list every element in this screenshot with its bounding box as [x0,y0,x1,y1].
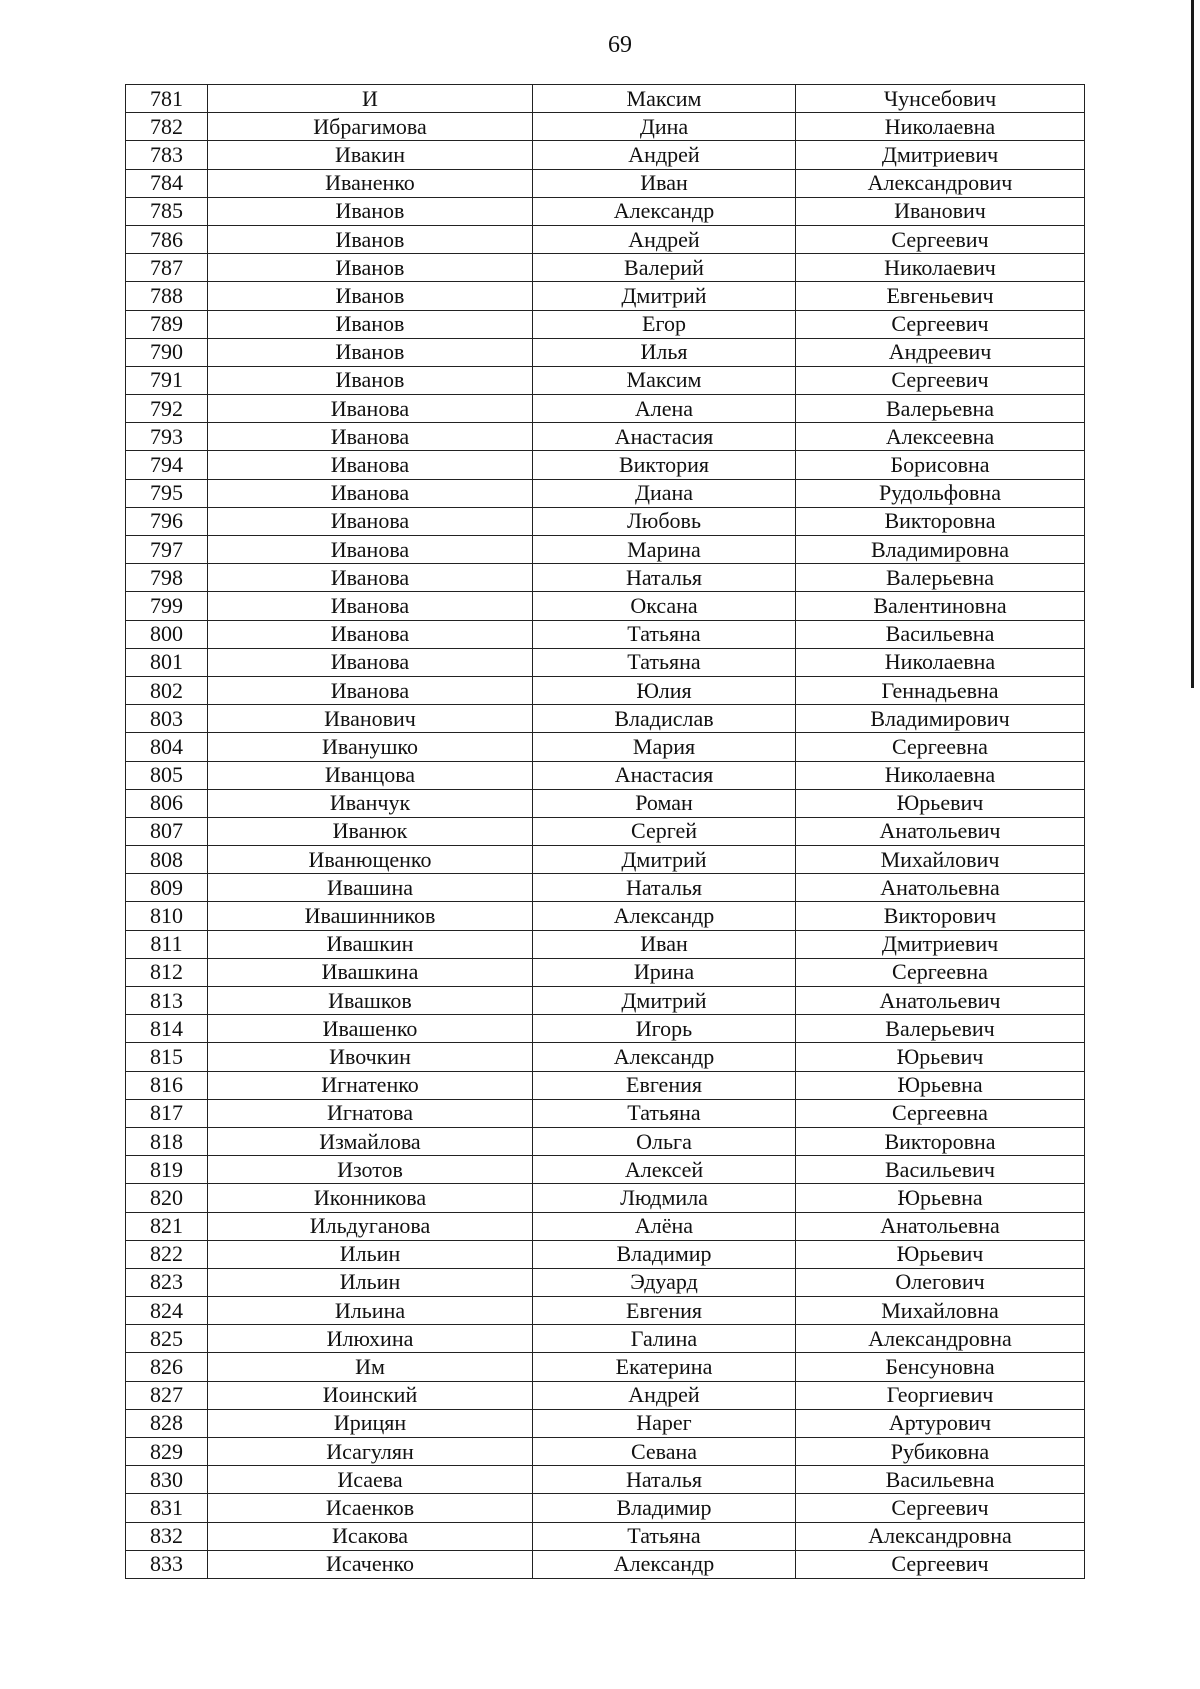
last-name-cell: Ивашенко [208,1015,533,1043]
table-row [126,310,1085,338]
row-number-cell: 819 [126,1156,208,1184]
patronymic-cell: Юрьевна [796,1071,1085,1099]
patronymic-cell: Васильевна [796,1466,1085,1494]
table-row [126,789,1085,817]
name-list-table [125,84,1085,1579]
first-name-cell: Иван [533,930,796,958]
patronymic-cell: Михайловна [796,1297,1085,1325]
table-row [126,1043,1085,1071]
row-number-cell: 787 [126,254,208,282]
table-row [126,1268,1085,1296]
last-name-cell: Иванушко [208,733,533,761]
first-name-cell: Анастасия [533,423,796,451]
table-row [126,141,1085,169]
patronymic-cell: Юрьевна [796,1184,1085,1212]
row-number-cell: 830 [126,1466,208,1494]
first-name-cell: Эдуард [533,1268,796,1296]
first-name-cell: Мария [533,733,796,761]
patronymic-cell: Николаевна [796,113,1085,141]
patronymic-cell: Валентиновна [796,592,1085,620]
row-number-cell: 832 [126,1522,208,1550]
first-name-cell: Иван [533,169,796,197]
last-name-cell: Иоинский [208,1381,533,1409]
row-number-cell: 827 [126,1381,208,1409]
row-number-cell: 829 [126,1438,208,1466]
row-number-cell: 810 [126,902,208,930]
first-name-cell: Роман [533,789,796,817]
row-number-cell: 802 [126,676,208,704]
first-name-cell: Илья [533,338,796,366]
row-number-cell: 788 [126,282,208,310]
last-name-cell: Изотов [208,1156,533,1184]
table-row [126,1099,1085,1127]
table-row [126,620,1085,648]
row-number-cell: 805 [126,761,208,789]
last-name-cell: Ильин [208,1268,533,1296]
patronymic-cell: Сергеевна [796,958,1085,986]
table-row [126,564,1085,592]
table-row [126,902,1085,930]
scan-edge-line [1191,0,1194,688]
last-name-cell: Иванчук [208,789,533,817]
row-number-cell: 833 [126,1550,208,1578]
first-name-cell: Алена [533,395,796,423]
table-row [126,1325,1085,1353]
last-name-cell: Иванюк [208,817,533,845]
patronymic-cell: Викторовна [796,507,1085,535]
first-name-cell: Максим [533,366,796,394]
first-name-cell: Алексей [533,1156,796,1184]
patronymic-cell: Сергеевич [796,310,1085,338]
last-name-cell: Иванов [208,254,533,282]
first-name-cell: Любовь [533,507,796,535]
last-name-cell: Иваненко [208,169,533,197]
table-row [126,366,1085,394]
row-number-cell: 808 [126,846,208,874]
table-row [126,761,1085,789]
row-number-cell: 797 [126,536,208,564]
first-name-cell: Владимир [533,1494,796,1522]
table-row [126,338,1085,366]
patronymic-cell: Юрьевич [796,789,1085,817]
last-name-cell: Илюхина [208,1325,533,1353]
patronymic-cell: Викторовна [796,1127,1085,1155]
row-number-cell: 825 [126,1325,208,1353]
patronymic-cell: Анатольевич [796,817,1085,845]
last-name-cell: Иванова [208,648,533,676]
table-row [126,1550,1085,1578]
patronymic-cell: Юрьевич [796,1240,1085,1268]
last-name-cell: Иванова [208,395,533,423]
patronymic-cell: Валерьевна [796,564,1085,592]
first-name-cell: Татьяна [533,1522,796,1550]
first-name-cell: Анастасия [533,761,796,789]
last-name-cell: Ибрагимова [208,113,533,141]
last-name-cell: Ивочкин [208,1043,533,1071]
table-row [126,1494,1085,1522]
patronymic-cell: Александровна [796,1522,1085,1550]
patronymic-cell: Владимировна [796,536,1085,564]
last-name-cell: Ивашинников [208,902,533,930]
last-name-cell: Измайлова [208,1127,533,1155]
table-row [126,958,1085,986]
table-row [126,846,1085,874]
row-number-cell: 804 [126,733,208,761]
last-name-cell: Ильдуганова [208,1212,533,1240]
first-name-cell: Дмитрий [533,987,796,1015]
row-number-cell: 786 [126,225,208,253]
row-number-cell: 798 [126,564,208,592]
first-name-cell: Евгения [533,1297,796,1325]
table-row [126,85,1085,113]
last-name-cell: Иванова [208,507,533,535]
patronymic-cell: Анатольевна [796,874,1085,902]
first-name-cell: Татьяна [533,1099,796,1127]
table-row [126,1438,1085,1466]
last-name-cell: Исакова [208,1522,533,1550]
last-name-cell: Исаченко [208,1550,533,1578]
row-number-cell: 793 [126,423,208,451]
table-row [126,1522,1085,1550]
first-name-cell: Егор [533,310,796,338]
last-name-cell: Иванов [208,310,533,338]
first-name-cell: Владислав [533,705,796,733]
table-row [126,648,1085,676]
last-name-cell: Иванова [208,592,533,620]
row-number-cell: 826 [126,1353,208,1381]
row-number-cell: 784 [126,169,208,197]
table-row [126,874,1085,902]
row-number-cell: 831 [126,1494,208,1522]
row-number-cell: 796 [126,507,208,535]
last-name-cell: Иванова [208,564,533,592]
last-name-cell: Ильина [208,1297,533,1325]
last-name-cell: Иванов [208,225,533,253]
last-name-cell: Иванющенко [208,846,533,874]
patronymic-cell: Николаевна [796,761,1085,789]
patronymic-cell: Рубиковна [796,1438,1085,1466]
last-name-cell: Ивашина [208,874,533,902]
patronymic-cell: Сергеевна [796,1099,1085,1127]
last-name-cell: Исаева [208,1466,533,1494]
table-row [126,1353,1085,1381]
patronymic-cell: Владимирович [796,705,1085,733]
last-name-cell: Иванцова [208,761,533,789]
last-name-cell: Иванова [208,451,533,479]
patronymic-cell: Юрьевич [796,1043,1085,1071]
patronymic-cell: Дмитриевич [796,141,1085,169]
patronymic-cell: Николаевич [796,254,1085,282]
row-number-cell: 823 [126,1268,208,1296]
table-row [126,225,1085,253]
patronymic-cell: Викторович [796,902,1085,930]
first-name-cell: Нарег [533,1409,796,1437]
first-name-cell: Александр [533,1550,796,1578]
table-row [126,395,1085,423]
patronymic-cell: Сергеевич [796,225,1085,253]
first-name-cell: Диана [533,479,796,507]
table-row [126,987,1085,1015]
patronymic-cell: Алексеевна [796,423,1085,451]
last-name-cell: Ильин [208,1240,533,1268]
table-row [126,536,1085,564]
first-name-cell: Алёна [533,1212,796,1240]
patronymic-cell: Васильевна [796,620,1085,648]
table-row [126,733,1085,761]
last-name-cell: Игнатенко [208,1071,533,1099]
first-name-cell: Дмитрий [533,846,796,874]
patronymic-cell: Геннадьевна [796,676,1085,704]
row-number-cell: 815 [126,1043,208,1071]
row-number-cell: 783 [126,141,208,169]
patronymic-cell: Сергеевич [796,1550,1085,1578]
table-row [126,705,1085,733]
table-row [126,1015,1085,1043]
first-name-cell: Ирина [533,958,796,986]
row-number-cell: 806 [126,789,208,817]
last-name-cell: Иванова [208,536,533,564]
table-row [126,1212,1085,1240]
patronymic-cell: Иванович [796,197,1085,225]
first-name-cell: Андрей [533,141,796,169]
first-name-cell: Галина [533,1325,796,1353]
row-number-cell: 821 [126,1212,208,1240]
table-row [126,1184,1085,1212]
first-name-cell: Андрей [533,1381,796,1409]
last-name-cell: Иванова [208,423,533,451]
table-row [126,1071,1085,1099]
last-name-cell: И [208,85,533,113]
last-name-cell: Ивакин [208,141,533,169]
row-number-cell: 794 [126,451,208,479]
table-row [126,282,1085,310]
first-name-cell: Владимир [533,1240,796,1268]
first-name-cell: Евгения [533,1071,796,1099]
table-row [126,1297,1085,1325]
last-name-cell: Ивашков [208,987,533,1015]
patronymic-cell: Евгеньевич [796,282,1085,310]
table-row [126,197,1085,225]
first-name-cell: Ольга [533,1127,796,1155]
table-row [126,507,1085,535]
row-number-cell: 824 [126,1297,208,1325]
first-name-cell: Татьяна [533,620,796,648]
row-number-cell: 811 [126,930,208,958]
last-name-cell: Ивашкина [208,958,533,986]
patronymic-cell: Артурович [796,1409,1085,1437]
row-number-cell: 782 [126,113,208,141]
patronymic-cell: Васильевич [796,1156,1085,1184]
table-row [126,451,1085,479]
table-row [126,592,1085,620]
row-number-cell: 789 [126,310,208,338]
first-name-cell: Дина [533,113,796,141]
row-number-cell: 812 [126,958,208,986]
last-name-cell: Ивашкин [208,930,533,958]
first-name-cell: Александр [533,1043,796,1071]
row-number-cell: 814 [126,1015,208,1043]
last-name-cell: Иванович [208,705,533,733]
patronymic-cell: Рудольфовна [796,479,1085,507]
patronymic-cell: Анатольевич [796,987,1085,1015]
last-name-cell: Иванов [208,366,533,394]
first-name-cell: Марина [533,536,796,564]
first-name-cell: Юлия [533,676,796,704]
patronymic-cell: Георгиевич [796,1381,1085,1409]
table-row [126,423,1085,451]
name-list-body [126,85,1085,1579]
first-name-cell: Наталья [533,874,796,902]
first-name-cell: Севана [533,1438,796,1466]
patronymic-cell: Чунсебович [796,85,1085,113]
patronymic-cell: Валерьевна [796,395,1085,423]
last-name-cell: Иванов [208,338,533,366]
table-row [126,1156,1085,1184]
patronymic-cell: Александрович [796,169,1085,197]
last-name-cell: Исагулян [208,1438,533,1466]
row-number-cell: 781 [126,85,208,113]
table-row [126,479,1085,507]
patronymic-cell: Сергеевич [796,1494,1085,1522]
row-number-cell: 820 [126,1184,208,1212]
last-name-cell: Иванова [208,479,533,507]
row-number-cell: 803 [126,705,208,733]
row-number-cell: 807 [126,817,208,845]
row-number-cell: 817 [126,1099,208,1127]
last-name-cell: Исаенков [208,1494,533,1522]
row-number-cell: 800 [126,620,208,648]
patronymic-cell: Анатольевна [796,1212,1085,1240]
row-number-cell: 801 [126,648,208,676]
last-name-cell: Им [208,1353,533,1381]
patronymic-cell: Николаевна [796,648,1085,676]
last-name-cell: Иванова [208,620,533,648]
patronymic-cell: Дмитриевич [796,930,1085,958]
table-row [126,1466,1085,1494]
first-name-cell: Александр [533,902,796,930]
table-row [126,817,1085,845]
last-name-cell: Ирицян [208,1409,533,1437]
first-name-cell: Оксана [533,592,796,620]
row-number-cell: 822 [126,1240,208,1268]
first-name-cell: Людмила [533,1184,796,1212]
table-row [126,1409,1085,1437]
first-name-cell: Андрей [533,225,796,253]
page-number: 69 [608,32,632,58]
row-number-cell: 792 [126,395,208,423]
table-row [126,676,1085,704]
table-row [126,1381,1085,1409]
patronymic-cell: Борисовна [796,451,1085,479]
table-row [126,113,1085,141]
last-name-cell: Игнатова [208,1099,533,1127]
row-number-cell: 828 [126,1409,208,1437]
table-row [126,930,1085,958]
row-number-cell: 799 [126,592,208,620]
row-number-cell: 785 [126,197,208,225]
first-name-cell: Наталья [533,1466,796,1494]
first-name-cell: Валерий [533,254,796,282]
patronymic-cell: Сергеевна [796,733,1085,761]
first-name-cell: Игорь [533,1015,796,1043]
row-number-cell: 790 [126,338,208,366]
table-row [126,169,1085,197]
last-name-cell: Иконникова [208,1184,533,1212]
row-number-cell: 818 [126,1127,208,1155]
row-number-cell: 816 [126,1071,208,1099]
patronymic-cell: Андреевич [796,338,1085,366]
first-name-cell: Екатерина [533,1353,796,1381]
patronymic-cell: Валерьевич [796,1015,1085,1043]
row-number-cell: 791 [126,366,208,394]
row-number-cell: 795 [126,479,208,507]
patronymic-cell: Олегович [796,1268,1085,1296]
first-name-cell: Александр [533,197,796,225]
last-name-cell: Иванова [208,676,533,704]
last-name-cell: Иванов [208,282,533,310]
table-row [126,1240,1085,1268]
first-name-cell: Дмитрий [533,282,796,310]
patronymic-cell: Сергеевич [796,366,1085,394]
first-name-cell: Виктория [533,451,796,479]
table-row [126,1127,1085,1155]
first-name-cell: Наталья [533,564,796,592]
row-number-cell: 813 [126,987,208,1015]
table-row [126,254,1085,282]
first-name-cell: Максим [533,85,796,113]
last-name-cell: Иванов [208,197,533,225]
patronymic-cell: Александровна [796,1325,1085,1353]
patronymic-cell: Михайлович [796,846,1085,874]
row-number-cell: 809 [126,874,208,902]
patronymic-cell: Бенсуновна [796,1353,1085,1381]
first-name-cell: Сергей [533,817,796,845]
first-name-cell: Татьяна [533,648,796,676]
